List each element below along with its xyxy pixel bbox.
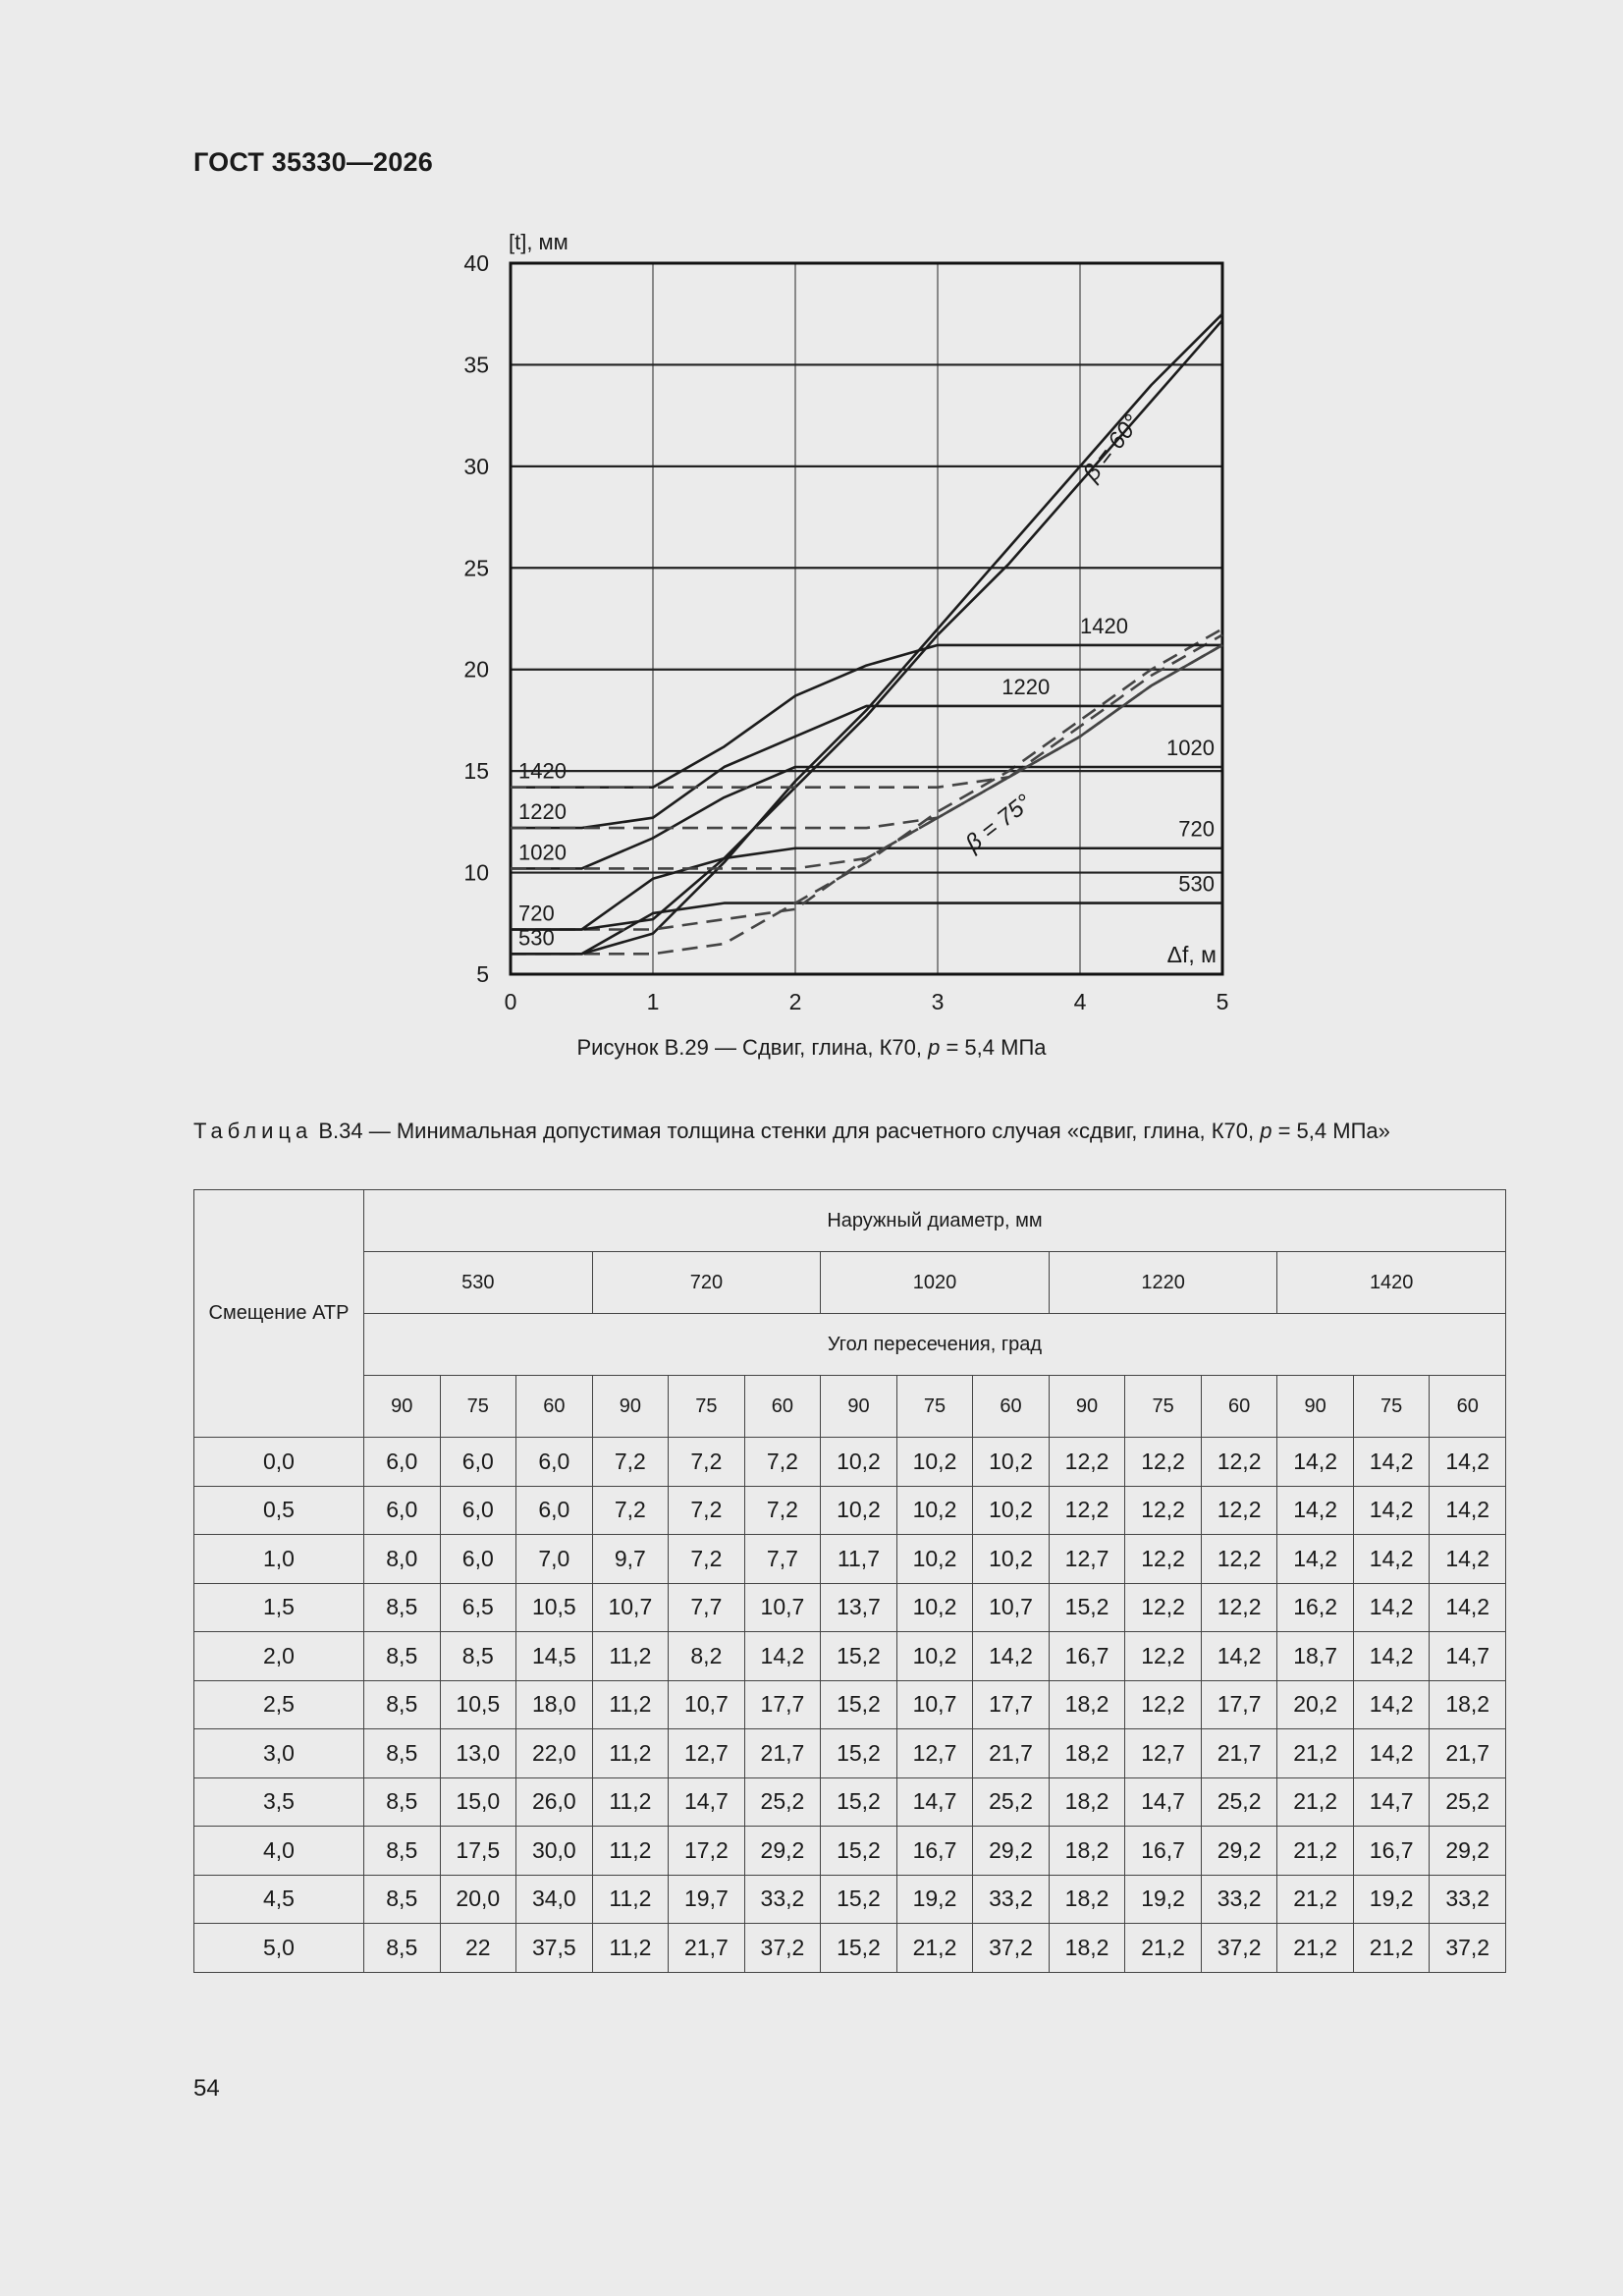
table-cell: 19,2 <box>896 1875 973 1924</box>
offset-cell: 4,0 <box>194 1827 364 1876</box>
table-cell: 14,2 <box>744 1632 821 1681</box>
table-cell: 15,2 <box>821 1777 897 1827</box>
table-cell: 7,7 <box>669 1583 745 1632</box>
caption-suffix: = 5,4 МПа <box>940 1035 1047 1060</box>
table-title-p: p <box>1260 1119 1272 1143</box>
table-cell: 11,2 <box>592 1827 669 1876</box>
table-cell: 12,2 <box>1201 1486 1277 1535</box>
table-cell: 14,2 <box>1430 1583 1506 1632</box>
table-cell: 12,2 <box>1049 1438 1125 1487</box>
table-cell: 37,2 <box>1201 1924 1277 1973</box>
series-line-1220-75 <box>511 645 1222 828</box>
table-cell: 11,2 <box>592 1632 669 1681</box>
table-cell: 14,2 <box>1353 1438 1430 1487</box>
table-cell: 11,7 <box>821 1535 897 1584</box>
x-tick-label: 1 <box>646 989 660 1014</box>
table-cell: 6,0 <box>440 1486 516 1535</box>
table-cell: 12,2 <box>1125 1438 1202 1487</box>
table-cell: 10,2 <box>821 1438 897 1487</box>
table-cell: 17,2 <box>669 1827 745 1876</box>
table-cell: 10,2 <box>896 1583 973 1632</box>
table-cell: 12,2 <box>1125 1680 1202 1729</box>
table-cell: 11,2 <box>592 1924 669 1973</box>
table-cell: 16,7 <box>1049 1632 1125 1681</box>
table-cell: 37,2 <box>744 1924 821 1973</box>
y-tick-label: 35 <box>463 352 489 378</box>
table-cell: 12,2 <box>1125 1535 1202 1584</box>
table-cell: 22 <box>440 1924 516 1973</box>
offset-cell: 4,5 <box>194 1875 364 1924</box>
angle-cell: 75 <box>1353 1376 1430 1438</box>
table-cell: 21,2 <box>1125 1924 1202 1973</box>
table-cell: 13,7 <box>821 1583 897 1632</box>
table-cell: 15,2 <box>821 1729 897 1778</box>
table-cell: 15,2 <box>821 1875 897 1924</box>
table-cell: 12,2 <box>1201 1583 1277 1632</box>
table-cell: 8,5 <box>440 1632 516 1681</box>
angle-cell: 90 <box>592 1376 669 1438</box>
x-axis-label: Δf, м <box>1166 942 1217 967</box>
table-row <box>194 1924 1506 1973</box>
table-cell: 14,7 <box>896 1777 973 1827</box>
angle-cell: 75 <box>1125 1376 1202 1438</box>
table-cell: 18,2 <box>1049 1777 1125 1827</box>
table-cell: 16,2 <box>1277 1583 1354 1632</box>
table-row <box>194 1535 1506 1584</box>
figure-caption <box>0 1035 1623 1061</box>
offset-cell: 1,0 <box>194 1535 364 1584</box>
thickness-table <box>193 1189 1506 1973</box>
offset-cell: 2,0 <box>194 1632 364 1681</box>
table-cell: 29,2 <box>973 1827 1050 1876</box>
table-cell: 33,2 <box>1201 1875 1277 1924</box>
table-cell: 12,7 <box>1049 1535 1125 1584</box>
table-cell: 8,5 <box>364 1729 441 1778</box>
series-line-720-75 <box>511 635 1222 930</box>
table-cell: 15,0 <box>440 1777 516 1827</box>
table-cell: 21,2 <box>1277 1924 1354 1973</box>
table-cell: 14,2 <box>1353 1486 1430 1535</box>
y-tick-label: 5 <box>476 961 489 987</box>
angle-cell: 75 <box>896 1376 973 1438</box>
angle-cell: 60 <box>516 1376 593 1438</box>
table-title-prefix: Таблица <box>193 1119 313 1143</box>
table-cell: 15,2 <box>1049 1583 1125 1632</box>
table-cell: 34,0 <box>516 1875 593 1924</box>
diameter-cell: 720 <box>592 1252 821 1314</box>
corner-header: Смещение АТР <box>194 1190 364 1438</box>
table-title-suffix: = 5,4 МПа» <box>1271 1119 1390 1143</box>
table-cell: 8,5 <box>364 1583 441 1632</box>
table-cell: 17,7 <box>1201 1680 1277 1729</box>
table-cell: 6,0 <box>364 1438 441 1487</box>
table-cell: 6,0 <box>364 1486 441 1535</box>
table-cell: 37,2 <box>973 1924 1050 1973</box>
table-cell: 8,5 <box>364 1680 441 1729</box>
x-tick-label: 2 <box>788 989 802 1014</box>
table-cell: 18,2 <box>1430 1680 1506 1729</box>
offset-cell: 5,0 <box>194 1924 364 1973</box>
table-cell: 10,2 <box>821 1486 897 1535</box>
table-cell: 21,7 <box>669 1924 745 1973</box>
table-cell: 13,0 <box>440 1729 516 1778</box>
table-cell: 10,5 <box>516 1583 593 1632</box>
table-cell: 16,7 <box>896 1827 973 1876</box>
table-cell: 21,2 <box>1277 1827 1354 1876</box>
table-cell: 16,7 <box>1125 1827 1202 1876</box>
table-cell: 14,2 <box>1201 1632 1277 1681</box>
table-cell: 29,2 <box>1430 1827 1506 1876</box>
diameter-cell: 1020 <box>821 1252 1050 1314</box>
beta-75-annotation: β = 75° <box>960 789 1037 857</box>
angle-cell: 60 <box>1201 1376 1277 1438</box>
table-cell: 10,2 <box>896 1438 973 1487</box>
caption-p: p <box>928 1035 941 1060</box>
table-cell: 21,7 <box>1201 1729 1277 1778</box>
diameter-cell: 1420 <box>1277 1252 1506 1314</box>
offset-cell: 0,5 <box>194 1486 364 1535</box>
offset-cell: 2,5 <box>194 1680 364 1729</box>
table-cell: 10,7 <box>973 1583 1050 1632</box>
table-cell: 21,7 <box>973 1729 1050 1778</box>
series-label-right: 720 <box>1178 816 1215 842</box>
series-label-left: 720 <box>518 901 555 926</box>
x-tick-label: 5 <box>1216 989 1229 1014</box>
table-cell: 19,2 <box>1125 1875 1202 1924</box>
series-label-right: 1220 <box>1001 674 1051 699</box>
table-cell: 9,7 <box>592 1535 669 1584</box>
angle-cell: 90 <box>821 1376 897 1438</box>
table-cell: 25,2 <box>1201 1777 1277 1827</box>
table-cell: 10,2 <box>896 1486 973 1535</box>
table-cell: 25,2 <box>1430 1777 1506 1827</box>
table-cell: 7,2 <box>592 1438 669 1487</box>
page-number: 54 <box>193 2075 220 2102</box>
table-cell: 11,2 <box>592 1729 669 1778</box>
header-row <box>194 1376 1506 1438</box>
table-cell: 25,2 <box>744 1777 821 1827</box>
table-cell: 7,7 <box>744 1535 821 1584</box>
table-cell: 7,2 <box>669 1486 745 1535</box>
table-cell: 12,2 <box>1201 1535 1277 1584</box>
document-header: ГОСТ 35330—2026 <box>193 147 433 177</box>
angle-cell: 60 <box>1430 1376 1506 1438</box>
table-cell: 29,2 <box>744 1827 821 1876</box>
table-row <box>194 1729 1506 1778</box>
table-cell: 12,7 <box>1125 1729 1202 1778</box>
table-cell: 12,7 <box>669 1729 745 1778</box>
table-cell: 20,2 <box>1277 1680 1354 1729</box>
table-cell: 20,0 <box>440 1875 516 1924</box>
table-row <box>194 1875 1506 1924</box>
series-label-right: 1420 <box>1080 613 1128 638</box>
table-cell: 14,7 <box>1430 1632 1506 1681</box>
table-cell: 10,7 <box>896 1680 973 1729</box>
table-cell: 10,7 <box>592 1583 669 1632</box>
table-cell: 18,7 <box>1277 1632 1354 1681</box>
header-row <box>194 1314 1506 1376</box>
table-cell: 6,0 <box>440 1535 516 1584</box>
angle-cell: 60 <box>973 1376 1050 1438</box>
table-cell: 12,2 <box>1125 1486 1202 1535</box>
table-cell: 21,2 <box>1277 1777 1354 1827</box>
angle-cell: 60 <box>744 1376 821 1438</box>
table-cell: 6,0 <box>440 1438 516 1487</box>
wall-thickness-chart <box>432 216 1257 1061</box>
table-cell: 11,2 <box>592 1777 669 1827</box>
table-cell: 7,2 <box>669 1535 745 1584</box>
table-cell: 26,0 <box>516 1777 593 1827</box>
offset-cell: 3,0 <box>194 1729 364 1778</box>
series-label-left: 530 <box>518 925 555 951</box>
table-row <box>194 1486 1506 1535</box>
table-cell: 12,2 <box>1125 1632 1202 1681</box>
table-cell: 14,2 <box>1430 1486 1506 1535</box>
table-cell: 8,2 <box>669 1632 745 1681</box>
series-label-right: 1020 <box>1166 736 1215 761</box>
table-cell: 14,2 <box>1353 1680 1430 1729</box>
table-cell: 37,2 <box>1430 1924 1506 1973</box>
header-row <box>194 1252 1506 1314</box>
table-cell: 21,2 <box>1277 1729 1354 1778</box>
table-cell: 8,0 <box>364 1535 441 1584</box>
table-cell: 33,2 <box>1430 1875 1506 1924</box>
table-cell: 19,2 <box>1353 1875 1430 1924</box>
table-cell: 14,2 <box>973 1632 1050 1681</box>
table-row <box>194 1680 1506 1729</box>
table-cell: 37,5 <box>516 1924 593 1973</box>
series-line-720-90 <box>511 848 1222 930</box>
diameter-cell: 1220 <box>1049 1252 1277 1314</box>
series-label-right: 530 <box>1178 871 1215 897</box>
table-cell: 10,2 <box>896 1632 973 1681</box>
table-cell: 7,2 <box>669 1438 745 1487</box>
table-cell: 6,0 <box>516 1438 593 1487</box>
table-cell: 10,2 <box>973 1486 1050 1535</box>
table-cell: 18,2 <box>1049 1680 1125 1729</box>
series-label-left: 1220 <box>518 799 567 825</box>
table-cell: 8,5 <box>364 1875 441 1924</box>
table-cell: 14,2 <box>1430 1535 1506 1584</box>
table-cell: 8,5 <box>364 1827 441 1876</box>
table-cell: 12,2 <box>1201 1438 1277 1487</box>
table-cell: 11,2 <box>592 1680 669 1729</box>
angle-cell: 90 <box>1277 1376 1354 1438</box>
x-tick-label: 4 <box>1073 989 1087 1014</box>
angle-cell: 90 <box>364 1376 441 1438</box>
table-cell: 21,2 <box>896 1924 973 1973</box>
offset-cell: 1,5 <box>194 1583 364 1632</box>
series-label-left: 1020 <box>518 840 567 865</box>
series-label-left: 1420 <box>518 758 567 784</box>
table-cell: 21,2 <box>1277 1875 1354 1924</box>
table-cell: 14,2 <box>1277 1486 1354 1535</box>
table-title <box>193 1118 1506 1145</box>
diameter-header: Наружный диаметр, мм <box>364 1190 1506 1252</box>
table-cell: 14,7 <box>1353 1777 1430 1827</box>
beta-60-annotation: β = 60° <box>1077 410 1146 487</box>
series-line-1020-90 <box>511 767 1222 868</box>
table-cell: 21,7 <box>744 1729 821 1778</box>
table-cell: 10,2 <box>896 1535 973 1584</box>
table-cell: 14,2 <box>1277 1438 1354 1487</box>
caption-prefix: Рисунок В.29 — Сдвиг, глина, К70, <box>576 1035 929 1060</box>
table-cell: 30,0 <box>516 1827 593 1876</box>
table-row <box>194 1632 1506 1681</box>
table-cell: 7,2 <box>744 1438 821 1487</box>
table-cell: 33,2 <box>744 1875 821 1924</box>
header-row <box>194 1190 1506 1252</box>
angle-cell: 75 <box>440 1376 516 1438</box>
angle-cell: 75 <box>669 1376 745 1438</box>
y-tick-label: 30 <box>463 453 489 479</box>
table-cell: 12,7 <box>896 1729 973 1778</box>
offset-cell: 0,0 <box>194 1438 364 1487</box>
table-cell: 18,2 <box>1049 1729 1125 1778</box>
table-cell: 10,7 <box>744 1583 821 1632</box>
table-cell: 10,2 <box>973 1438 1050 1487</box>
table-cell: 7,2 <box>744 1486 821 1535</box>
table-cell: 14,5 <box>516 1632 593 1681</box>
table-row <box>194 1583 1506 1632</box>
table-cell: 14,2 <box>1430 1438 1506 1487</box>
table-cell: 21,2 <box>1353 1924 1430 1973</box>
angle-cell: 90 <box>1049 1376 1125 1438</box>
table-cell: 14,7 <box>669 1777 745 1827</box>
table-cell: 29,2 <box>1201 1827 1277 1876</box>
table-cell: 18,2 <box>1049 1827 1125 1876</box>
table-cell: 8,5 <box>364 1777 441 1827</box>
table-cell: 10,2 <box>973 1535 1050 1584</box>
table-cell: 15,2 <box>821 1632 897 1681</box>
table-row <box>194 1777 1506 1827</box>
table-cell: 14,7 <box>1125 1777 1202 1827</box>
table-cell: 18,2 <box>1049 1875 1125 1924</box>
y-tick-label: 10 <box>463 859 489 886</box>
table-cell: 16,7 <box>1353 1827 1430 1876</box>
table-cell: 18,2 <box>1049 1924 1125 1973</box>
table-cell: 33,2 <box>973 1875 1050 1924</box>
table-cell: 10,7 <box>669 1680 745 1729</box>
y-tick-label: 15 <box>463 758 489 785</box>
y-tick-label: 20 <box>463 656 489 683</box>
table-cell: 14,2 <box>1353 1583 1430 1632</box>
table-cell: 17,7 <box>744 1680 821 1729</box>
table-cell: 17,5 <box>440 1827 516 1876</box>
diameter-cell: 530 <box>364 1252 593 1314</box>
table-title-text: В.34 — Минимальная допустимая толщина стенки для расчетного случая «сдвиг, глина, К70, <box>312 1119 1261 1143</box>
table-cell: 7,0 <box>516 1535 593 1584</box>
table-cell: 6,0 <box>516 1486 593 1535</box>
table-cell: 14,2 <box>1353 1632 1430 1681</box>
table-cell: 12,2 <box>1049 1486 1125 1535</box>
x-tick-label: 3 <box>931 989 945 1014</box>
offset-cell: 3,5 <box>194 1777 364 1827</box>
table-cell: 7,2 <box>592 1486 669 1535</box>
table-row <box>194 1438 1506 1487</box>
angle-header: Угол пересечения, град <box>364 1314 1506 1376</box>
series-line-1020-75 <box>511 645 1222 869</box>
table-cell: 15,2 <box>821 1827 897 1876</box>
table-cell: 6,5 <box>440 1583 516 1632</box>
table-cell: 12,2 <box>1125 1583 1202 1632</box>
table-cell: 14,2 <box>1277 1535 1354 1584</box>
table-row <box>194 1827 1506 1876</box>
table-cell: 14,2 <box>1353 1535 1430 1584</box>
table-cell: 17,7 <box>973 1680 1050 1729</box>
y-tick-label: 25 <box>463 555 489 581</box>
table-cell: 11,2 <box>592 1875 669 1924</box>
y-tick-label: 40 <box>463 250 489 276</box>
table-cell: 8,5 <box>364 1924 441 1973</box>
table-cell: 21,7 <box>1430 1729 1506 1778</box>
table-cell: 8,5 <box>364 1632 441 1681</box>
table-cell: 15,2 <box>821 1924 897 1973</box>
table-cell: 18,0 <box>516 1680 593 1729</box>
table-cell: 22,0 <box>516 1729 593 1778</box>
table-cell: 15,2 <box>821 1680 897 1729</box>
table-cell: 10,5 <box>440 1680 516 1729</box>
y-axis-label: [t], мм <box>509 230 568 254</box>
table-cell: 25,2 <box>973 1777 1050 1827</box>
table-cell: 14,2 <box>1353 1729 1430 1778</box>
x-tick-label: 0 <box>504 989 517 1014</box>
table-cell: 19,7 <box>669 1875 745 1924</box>
